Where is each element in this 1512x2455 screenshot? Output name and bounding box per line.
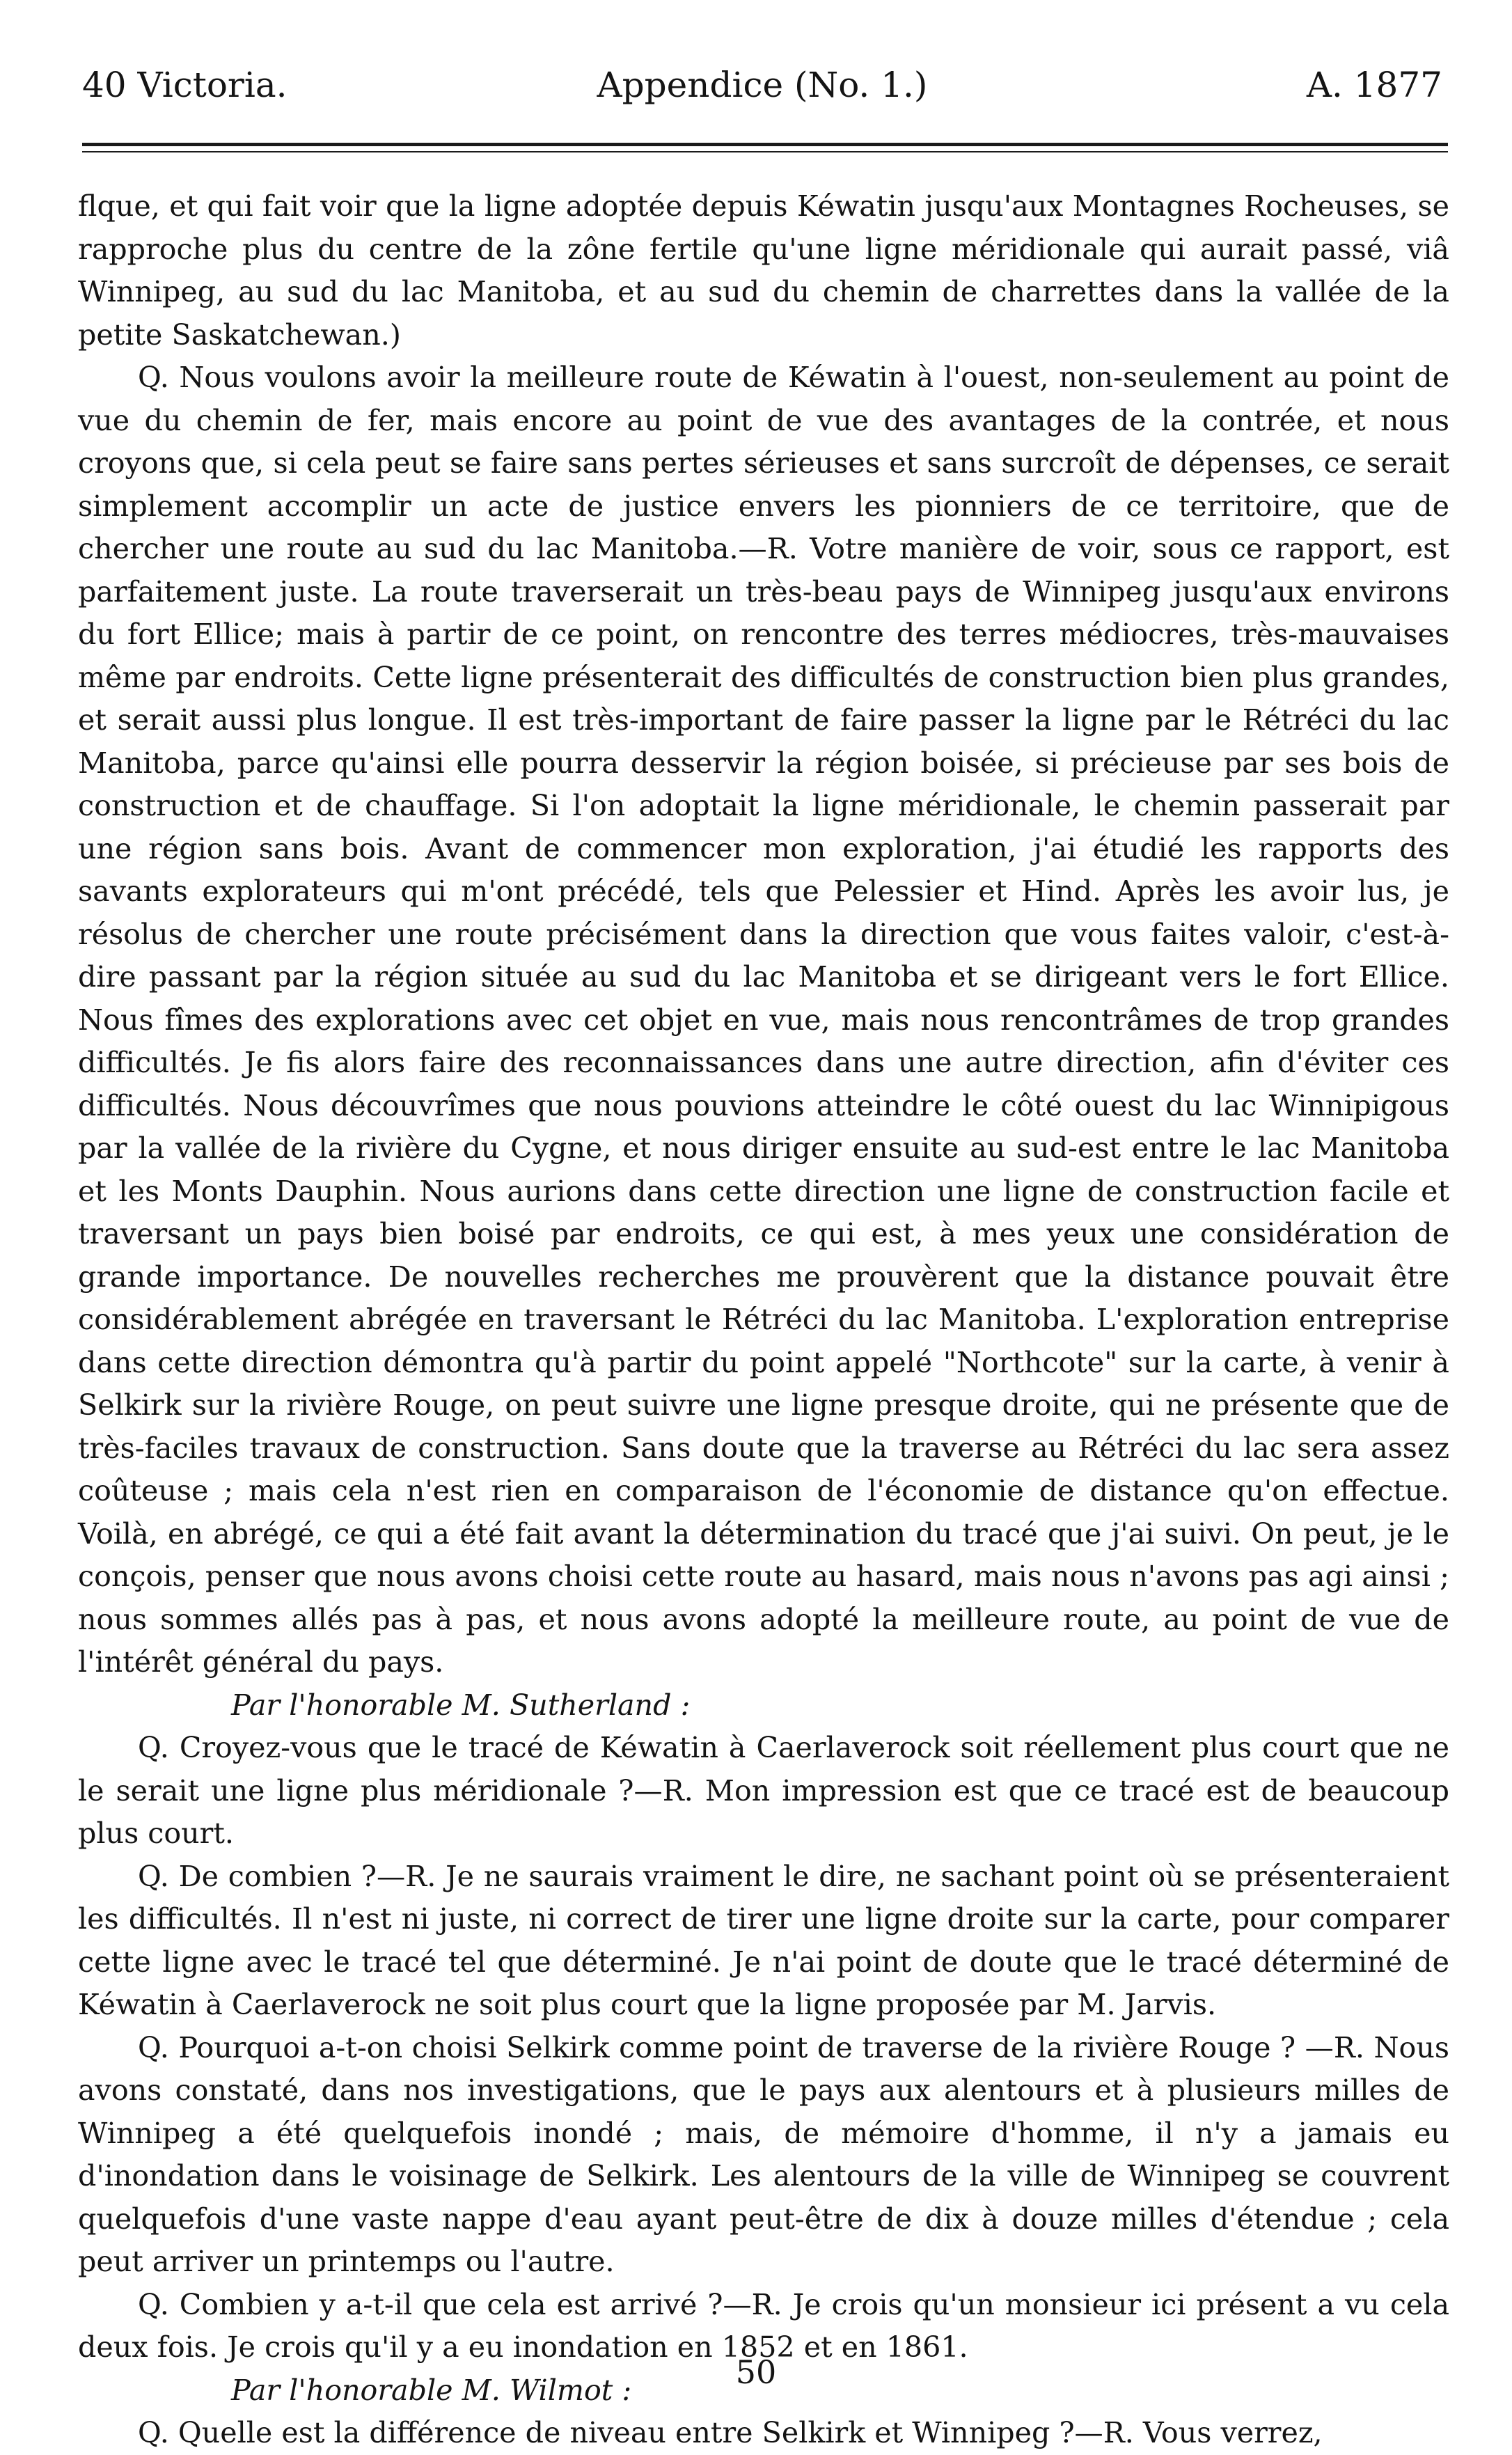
- body-text: [78, 185, 1449, 2455]
- paragraph: Q. Nous voulons avoir la meilleure route de Kéwatin à l'ouest, non-seulement au point de vue du chemin de fer, mais encore au point de vue des avantages de la contrée, et nous croyons que, si cela peut se faire sans pertes sérieuses et sans surcroît de dépenses, ce serait simplement accomplir un acte de justice envers les pionniers de ce territoire, que de chercher une route au sud du lac Manitoba.—R. Votre manière de voir, sous ce rapport, est parfaitement juste. La route traverserait un très-beau pays de Winnipeg jusqu'aux environs du fort Ellice; mais à partir de ce point, on rencontre des terres médiocres, très-mauvaises même par endroits. Cette ligne présenterait des difficultés de construction bien plus grandes, et serait aussi plus longue. Il est très-important de faire passer la ligne par le Rétréci du lac Manitoba, parce qu'ainsi elle pourra desservir la région boisée, si précieuse par ses bois de construction et de chauffage. Si l'on adoptait la ligne méridionale, le chemin passerait par une région sans bois. Avant de commencer mon exploration, j'ai étudié les rapports des savants explorateurs qui m'ont précédé, tels que Pelessier et Hind. Après les avoir lus, je résolus de chercher une route précisément dans la direction que vous faites valoir, c'est-à-dire passant par la région située au sud du lac Manitoba et se dirigeant vers le fort Ellice. Nous fîmes des explorations avec cet objet en vue, mais nous rencontrâmes de trop grandes difficultés. Je fis alors faire des reconnaissances dans une autre direction, afin d'éviter ces difficultés. Nous découvrîmes que nous pouvions atteindre le côté ouest du lac Winnipigous par la vallée de la rivière du Cygne, et nous diriger ensuite au sud-est entre le lac Manitoba et les Monts Dauphin. Nous aurions dans cette direction une ligne de construction facile et traversant un pays bien boisé par endroits, ce qui est, à mes yeux une considération de grande importance. De nouvelles recherches me prouvèrent que la distance pouvait être considérablement abrégée en traversant le Rétréci du lac Manitoba. L'exploration entreprise dans cette direction démontra qu'à partir du point appelé "Northcote" sur la carte, à venir à Selkirk sur la rivière Rouge, on peut suivre une ligne presque droite, qui ne présente que de très-faciles travaux de construction. Sans doute que la traverse au Rétréci du lac sera assez coûteuse ; mais cela n'est rien en comparaison de l'économie de distance qu'on effectue. Voilà, en abrégé, ce qui a été fait avant la détermination du tracé que j'ai suivi. On peut, je le conçois, penser que nous avons choisi cette route au hasard, mais nous n'avons pas agi ainsi ; nous sommes allés pas à pas, et nous avons adopté la meilleure route, au point de vue de l'intérêt général du pays.: [78, 361, 1449, 1679]
- speaker-line: Par l'honorable M. Wilmot :: [231, 2373, 632, 2407]
- paragraph: Q. Quelle est la différence de niveau entre Selkirk et Winnipeg ?—R. Vous verrez,: [138, 2416, 1323, 2449]
- paragraph: flque, et qui fait voir que la ligne adoptée depuis Kéwatin jusqu'aux Montagnes Rocheuses, se rapproche plus du centre de la zône fertile qu'une ligne méridionale qui aurait passé, viâ Winnipeg, au sud du lac Manitoba, et au sud du chemin de charrettes dans la vallée de la petite Saskatchewan.): [78, 189, 1449, 352]
- header-appendix: Appendice (No. 1.): [597, 65, 928, 105]
- running-header: [82, 57, 1442, 113]
- header-session: 40 Victoria.: [82, 65, 288, 105]
- header-year: A. 1877: [1306, 65, 1442, 105]
- paragraph: Q. Combien y a-t-il que cela est arrivé ?—R. Je crois qu'un monsieur ici présent a vu cela deux fois. Je crois qu'il y a eu inondation en 1852 et en 1861.: [78, 2287, 1449, 2364]
- paragraph: Q. De combien ?—R. Je ne saurais vraiment le dire, ne sachant point où se présenteraient les difficultés. Il n'est ni juste, ni correct de tirer une ligne droite sur la carte, pour comparer cette ligne avec le tracé tel que déterminé. Je n'ai point de doute que le tracé déterminé de Kéwatin à Caerlaverock ne soit plus court que la ligne proposée par M. Jarvis.: [78, 1859, 1449, 2021]
- header-rule-thick: [82, 143, 1448, 146]
- paragraph: Q. Pourquoi a-t-on choisi Selkirk comme point de traverse de la rivière Rouge ? —R. Nous avons constaté, dans nos investigations, que le pays aux alentours et à plusieurs milles de Winnipeg a été quelquefois inondé ; mais, de mémoire d'homme, il n'y a jamais eu d'inondation dans le voisinage de Selkirk. Les alentours de la ville de Winnipeg se couvrent quelquefois d'une vaste nappe d'eau ayant peut-être de dix à douze milles d'étendue ; cela peut arriver un printemps ou l'autre.: [78, 2030, 1449, 2278]
- paragraph: Q. Croyez-vous que le tracé de Kéwatin à Caerlaverock soit réellement plus court que ne le serait une ligne plus méridionale ?—R. Mon impression est que ce tracé est de beaucoup plus court.: [78, 1731, 1449, 1850]
- header-rule-thin: [82, 151, 1448, 152]
- page-number: 50: [735, 2353, 777, 2391]
- speaker-line: Par l'honorable M. Sutherland :: [231, 1688, 691, 1722]
